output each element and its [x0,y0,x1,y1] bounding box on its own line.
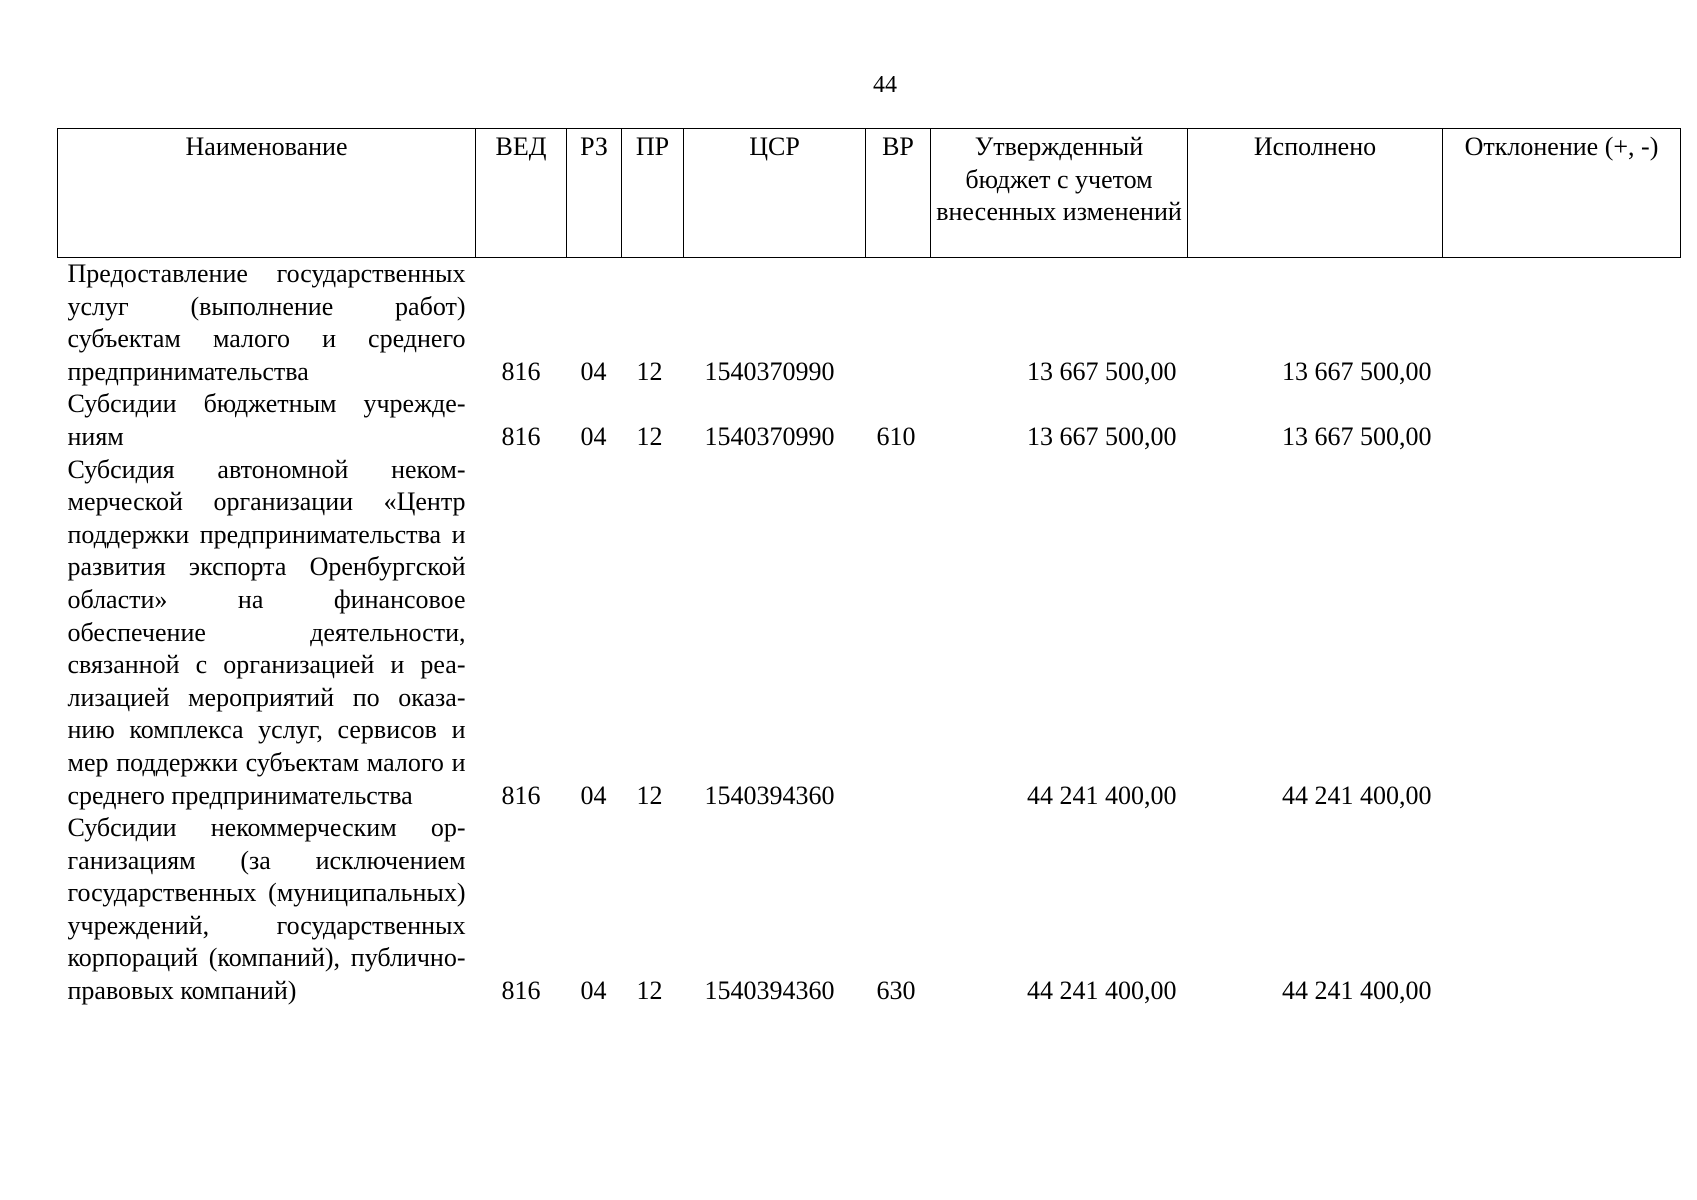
row-ved: 816 [501,780,541,810]
row-csr: 1540394360 [704,780,835,810]
row-name: Субсидии некоммерческим организациям (за исключением государственных (муниципальных) учреждений, государственных корпораций (компаний), публично-правовых компаний) [67,813,466,1006]
table-body [58,258,1681,1008]
row-ved: 816 [501,976,541,1006]
row-pr: 12 [636,780,663,810]
table-row [58,812,1681,1008]
row-vr: 610 [876,421,916,451]
row-csr: 1540394360 [704,976,835,1006]
header-csr: ЦСР [684,129,866,258]
row-pr: 12 [636,356,663,386]
page-number: 44 [873,72,897,98]
row-executed: 13 667 500,00 [1282,421,1432,451]
row-deviation [1443,258,1681,389]
row-rz: 04 [580,976,607,1006]
row-name: Предоставление государственных услуг (выполнение работ) субъектам малого и среднего предпринимательства [67,259,466,386]
row-executed: 44 241 400,00 [1282,976,1432,1006]
table-row [58,258,1681,389]
row-approved: 44 241 400,00 [1027,976,1177,1006]
row-vr: 630 [876,976,916,1006]
row-approved: 13 667 500,00 [1027,421,1177,451]
header-vr: ВР [866,129,931,258]
row-executed: 13 667 500,00 [1282,356,1432,386]
row-deviation [1443,454,1681,813]
row-ved: 816 [501,421,541,451]
header-ved: ВЕД [476,129,567,258]
header-approved: Утвержденный бюджет с учетом внесенных изменений [931,129,1188,258]
row-ved: 816 [501,356,541,386]
header-row [58,129,1681,258]
row-deviation [1443,388,1681,453]
budget-table [57,128,1681,1008]
row-rz: 04 [580,421,607,451]
row-approved: 13 667 500,00 [1027,356,1177,386]
row-vr [866,454,931,813]
header-pr: ПР [622,129,684,258]
table-row [58,454,1681,813]
row-rz: 04 [580,780,607,810]
row-csr: 1540370990 [704,421,835,451]
row-rz: 04 [580,356,607,386]
header-executed: Исполнено [1188,129,1443,258]
header-deviation: Отклонение (+, -) [1443,129,1681,258]
row-vr [866,258,931,389]
row-pr: 12 [636,421,663,451]
table-header [58,129,1681,258]
row-name: Субсидия автономной некоммерческой организации «Центр поддержки предпринимательства и развития экспорта Оренбургской области» на финансовое обеспечение деятельности, связанной с организацией и реализацией мероприятий по оказанию комплекса услуг, сервисов и мер поддержки субъектам малого и среднего предпринимательства [67,454,466,810]
table-row [58,388,1681,453]
row-deviation [1443,812,1681,1008]
row-approved: 44 241 400,00 [1027,780,1177,810]
header-rz: РЗ [567,129,622,258]
row-name: Субсидии бюджетным учреждениям [67,389,466,451]
row-pr: 12 [636,976,663,1006]
header-name: Наименование [58,129,476,258]
row-executed: 44 241 400,00 [1282,780,1432,810]
row-csr: 1540370990 [704,356,835,386]
